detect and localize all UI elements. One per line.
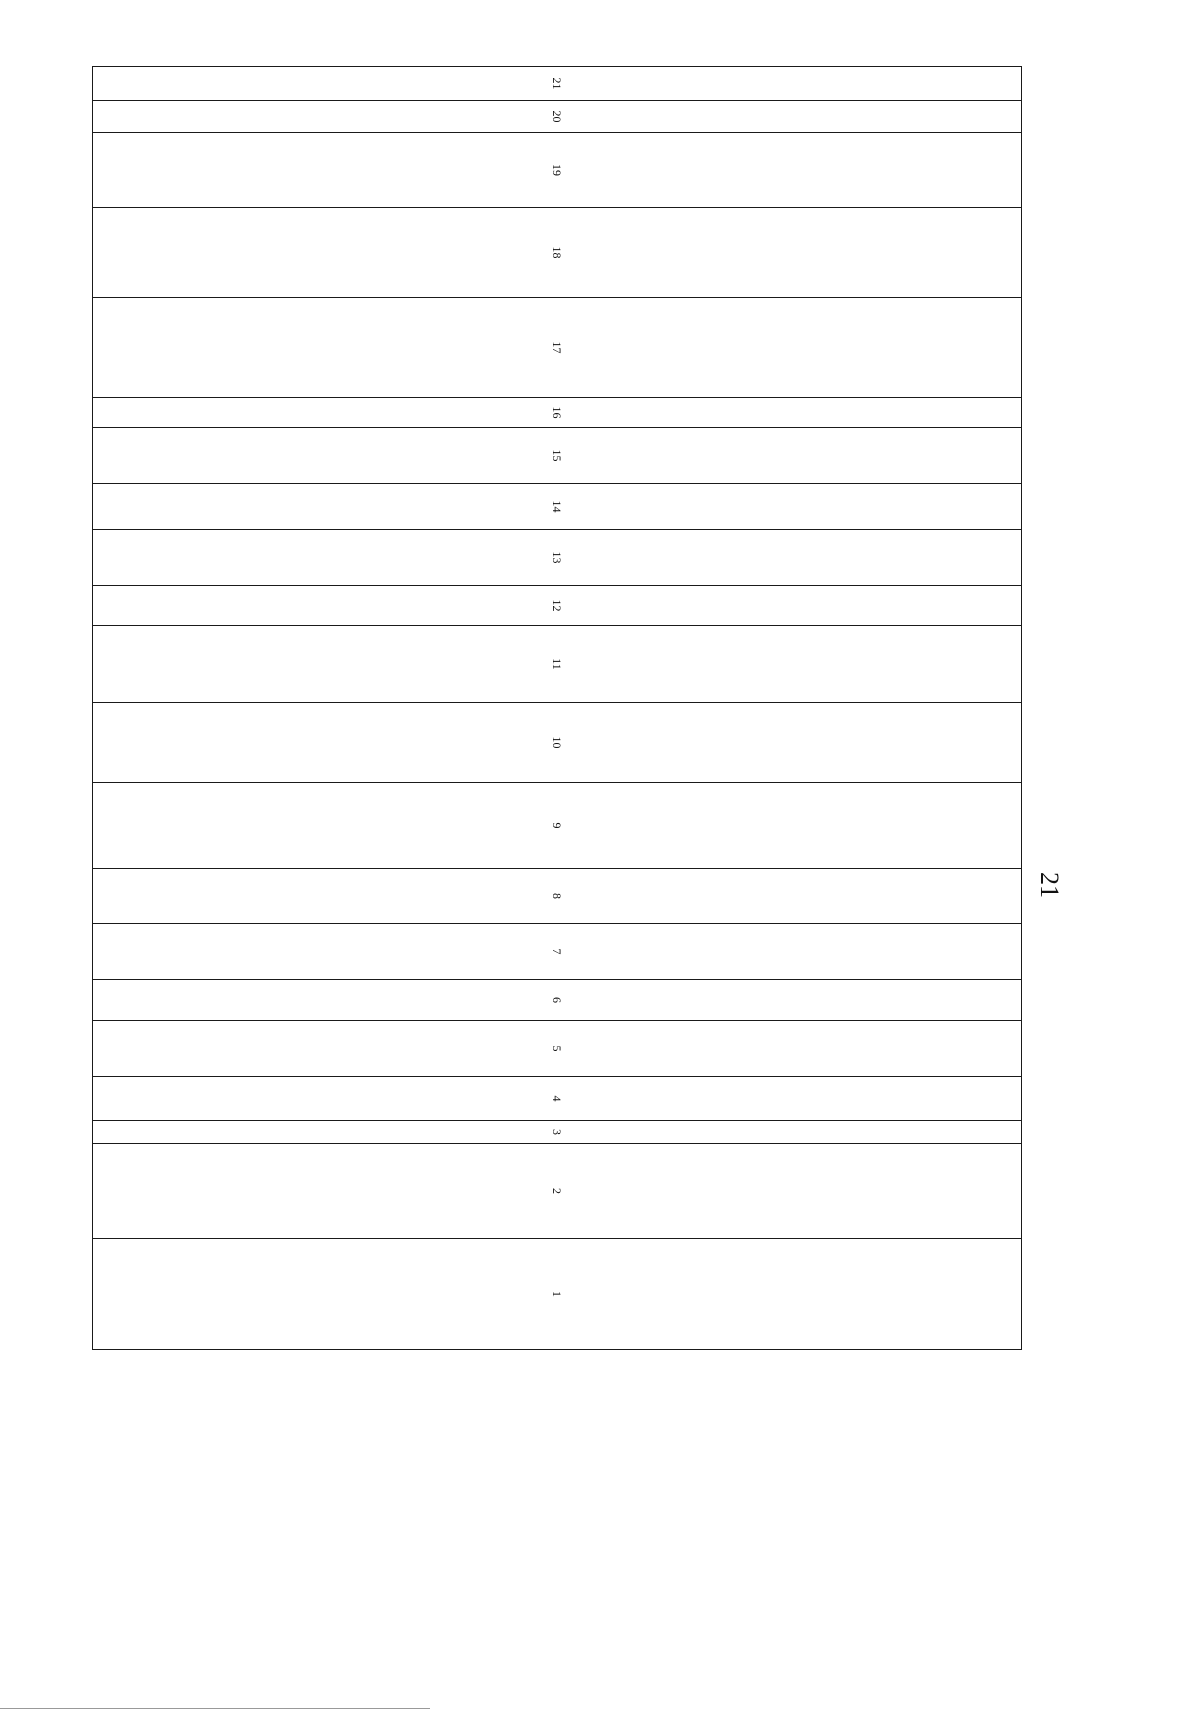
header-cell: 5 (93, 1021, 1022, 1077)
header-cell: 12 (93, 586, 1022, 626)
header-cell: 20 (93, 101, 1022, 133)
header-cell: 19 (93, 133, 1022, 208)
scan-artifact-line (0, 1708, 430, 1709)
rotated-table-wrapper (92, 66, 1022, 1641)
header-row (93, 67, 1022, 1654)
funding-table (92, 66, 1022, 1654)
header-cell: 9 (93, 783, 1022, 869)
header-cell: 14 (93, 484, 1022, 530)
header-cell: 8 (93, 869, 1022, 924)
header-cell: 21 (93, 67, 1022, 101)
header-cell: 4 (93, 1077, 1022, 1121)
header-cell: 11 (93, 626, 1022, 703)
header-cell: 2 (93, 1144, 1022, 1239)
header-cell: 16 (93, 398, 1022, 428)
header-cell: 7 (93, 924, 1022, 980)
header-cell: 10 (93, 703, 1022, 783)
header-cell: 17 (93, 298, 1022, 398)
header-cell: 3 (93, 1121, 1022, 1144)
header-cell: 6 (93, 980, 1022, 1021)
header-cell: 13 (93, 530, 1022, 586)
header-cell: 18 (93, 208, 1022, 298)
header-cell: 15 (93, 428, 1022, 484)
page-number: 21 (1035, 872, 1064, 898)
header-cell: 1 (93, 1239, 1022, 1350)
